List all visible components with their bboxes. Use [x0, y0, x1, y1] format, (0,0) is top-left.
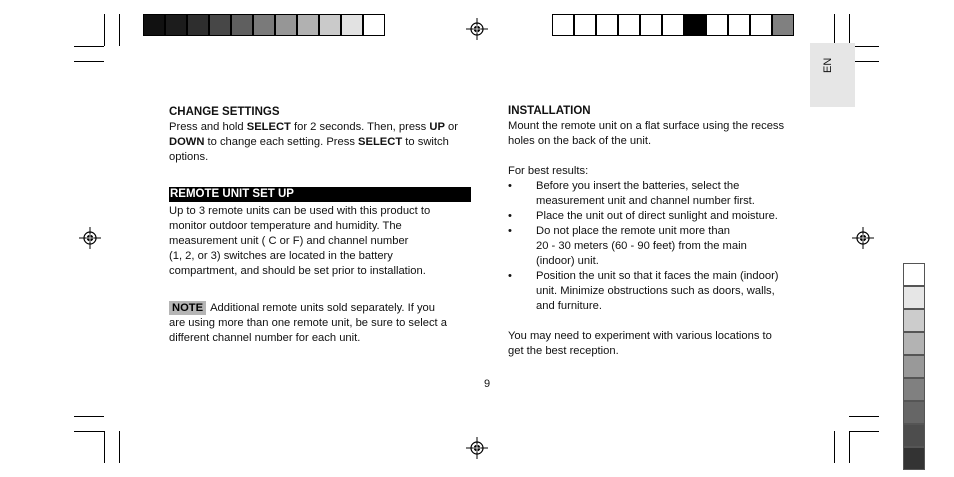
text-line: Up to 3 remote units can be used with this product to — [169, 205, 431, 217]
crop-mark — [74, 61, 104, 62]
color-swatch — [662, 14, 684, 36]
crop-mark — [74, 431, 104, 432]
crop-mark — [119, 14, 120, 46]
bullet-item — [508, 224, 813, 269]
color-swatch — [143, 14, 165, 36]
color-swatch — [363, 14, 385, 36]
text-line: monitor outdoor temperature and humidity. The — [169, 220, 402, 232]
crop-mark — [119, 431, 120, 463]
color-swatch — [903, 309, 925, 332]
color-swatch — [319, 14, 341, 36]
text-run: Press and hold — [169, 121, 247, 133]
crop-mark — [834, 14, 835, 46]
bullet-icon: • — [508, 180, 512, 192]
color-swatch — [903, 355, 925, 378]
text-line: measurement unit ( C or F) and channel number — [169, 235, 409, 247]
color-swatch — [903, 263, 925, 286]
text-line: 20 - 30 meters (60 - 90 feet) from the main — [536, 240, 747, 252]
crop-mark — [849, 416, 879, 417]
text-line: unit. Minimize obstructions such as doors, walls, — [536, 285, 775, 297]
crop-mark — [104, 431, 105, 463]
crop-mark — [834, 431, 835, 463]
bullet-item — [508, 269, 813, 314]
color-swatch — [552, 14, 574, 36]
crop-mark — [74, 416, 104, 417]
color-swatch — [596, 14, 618, 36]
crop-mark — [74, 46, 104, 47]
up-keyword: UP — [429, 121, 445, 133]
text-line: Do not place the remote unit more than — [536, 225, 731, 237]
text-run: to change each setting. Press — [204, 136, 359, 148]
text-line: Additional remote units sold separately. If you — [210, 302, 435, 314]
bullet-icon: • — [508, 210, 512, 222]
color-swatch — [903, 447, 925, 470]
color-swatch — [903, 401, 925, 424]
change-settings-text — [169, 120, 471, 165]
text-line: (indoor) unit. — [536, 255, 599, 267]
bullet-list — [508, 179, 813, 314]
crop-mark — [849, 431, 879, 432]
right-column — [508, 104, 813, 359]
text-line: and furniture. — [536, 300, 602, 312]
select-keyword: SELECT — [246, 121, 291, 133]
page-number: 9 — [484, 378, 491, 390]
color-swatch — [297, 14, 319, 36]
color-swatch — [275, 14, 297, 36]
text-line: Position the unit so that it faces the main (indoor) — [536, 270, 779, 282]
color-swatch — [341, 14, 363, 36]
registration-mark-icon — [466, 18, 488, 40]
crop-mark — [849, 431, 850, 463]
bullet-item — [508, 179, 813, 209]
color-swatch — [209, 14, 231, 36]
color-swatch — [706, 14, 728, 36]
bullet-item — [508, 209, 813, 224]
color-swatch — [165, 14, 187, 36]
color-swatch — [231, 14, 253, 36]
left-column — [169, 105, 471, 346]
remote-setup-heading: REMOTE UNIT SET UP — [169, 187, 471, 202]
color-swatch — [903, 424, 925, 447]
grayscale-swatch-strip — [552, 14, 794, 36]
color-swatch — [684, 14, 706, 36]
color-swatch — [772, 14, 794, 36]
color-swatch — [728, 14, 750, 36]
side-grayscale-strip — [903, 263, 925, 470]
color-swatch — [903, 332, 925, 355]
text-line: get the best reception. — [508, 345, 619, 357]
change-settings-heading: CHANGE SETTINGS — [169, 106, 280, 118]
text-run: for 2 seconds. Then, press — [290, 121, 430, 133]
text-run: or — [444, 121, 458, 133]
color-swatch — [640, 14, 662, 36]
color-swatch — [187, 14, 209, 36]
color-swatch — [903, 286, 925, 309]
text-line: Place the unit out of direct sunlight and moisture. — [536, 210, 778, 222]
text-run: to switch options. — [169, 136, 449, 163]
bullet-icon: • — [508, 225, 512, 237]
text-line: Before you insert the batteries, select the — [536, 180, 740, 192]
bullet-icon: • — [508, 270, 512, 282]
text-line: different channel number for each unit. — [169, 332, 361, 344]
color-swatch — [903, 378, 925, 401]
best-results-label: For best results: — [508, 165, 589, 177]
color-swatch — [618, 14, 640, 36]
text-line: (1, 2, or 3) switches are located in the battery — [169, 250, 393, 262]
note-block — [169, 301, 471, 346]
color-swatch — [253, 14, 275, 36]
text-line: Mount the remote unit on a flat surface using the recess — [508, 120, 785, 132]
crop-mark — [849, 14, 850, 46]
language-label: EN — [822, 57, 834, 73]
color-swatch — [750, 14, 772, 36]
text-line: holes on the back of the unit. — [508, 135, 652, 147]
text-line: measurement unit and channel number first. — [536, 195, 755, 207]
installation-heading: INSTALLATION — [508, 105, 591, 117]
crop-mark — [104, 14, 105, 46]
registration-mark-icon — [466, 437, 488, 459]
language-tab — [810, 43, 855, 107]
color-swatch — [574, 14, 596, 36]
remote-setup-text — [169, 204, 471, 279]
down-keyword: DOWN — [169, 136, 205, 148]
color-swatch-strip — [143, 14, 385, 36]
note-tag: NOTE — [169, 301, 206, 315]
registration-mark-icon — [852, 227, 874, 249]
registration-mark-icon — [79, 227, 101, 249]
text-line: are using more than one remote unit, be sure to select a — [169, 317, 447, 329]
text-line: You may need to experiment with various locations to — [508, 330, 772, 342]
select-keyword: SELECT — [358, 136, 403, 148]
text-line: compartment, and should be set prior to installation. — [169, 265, 426, 277]
